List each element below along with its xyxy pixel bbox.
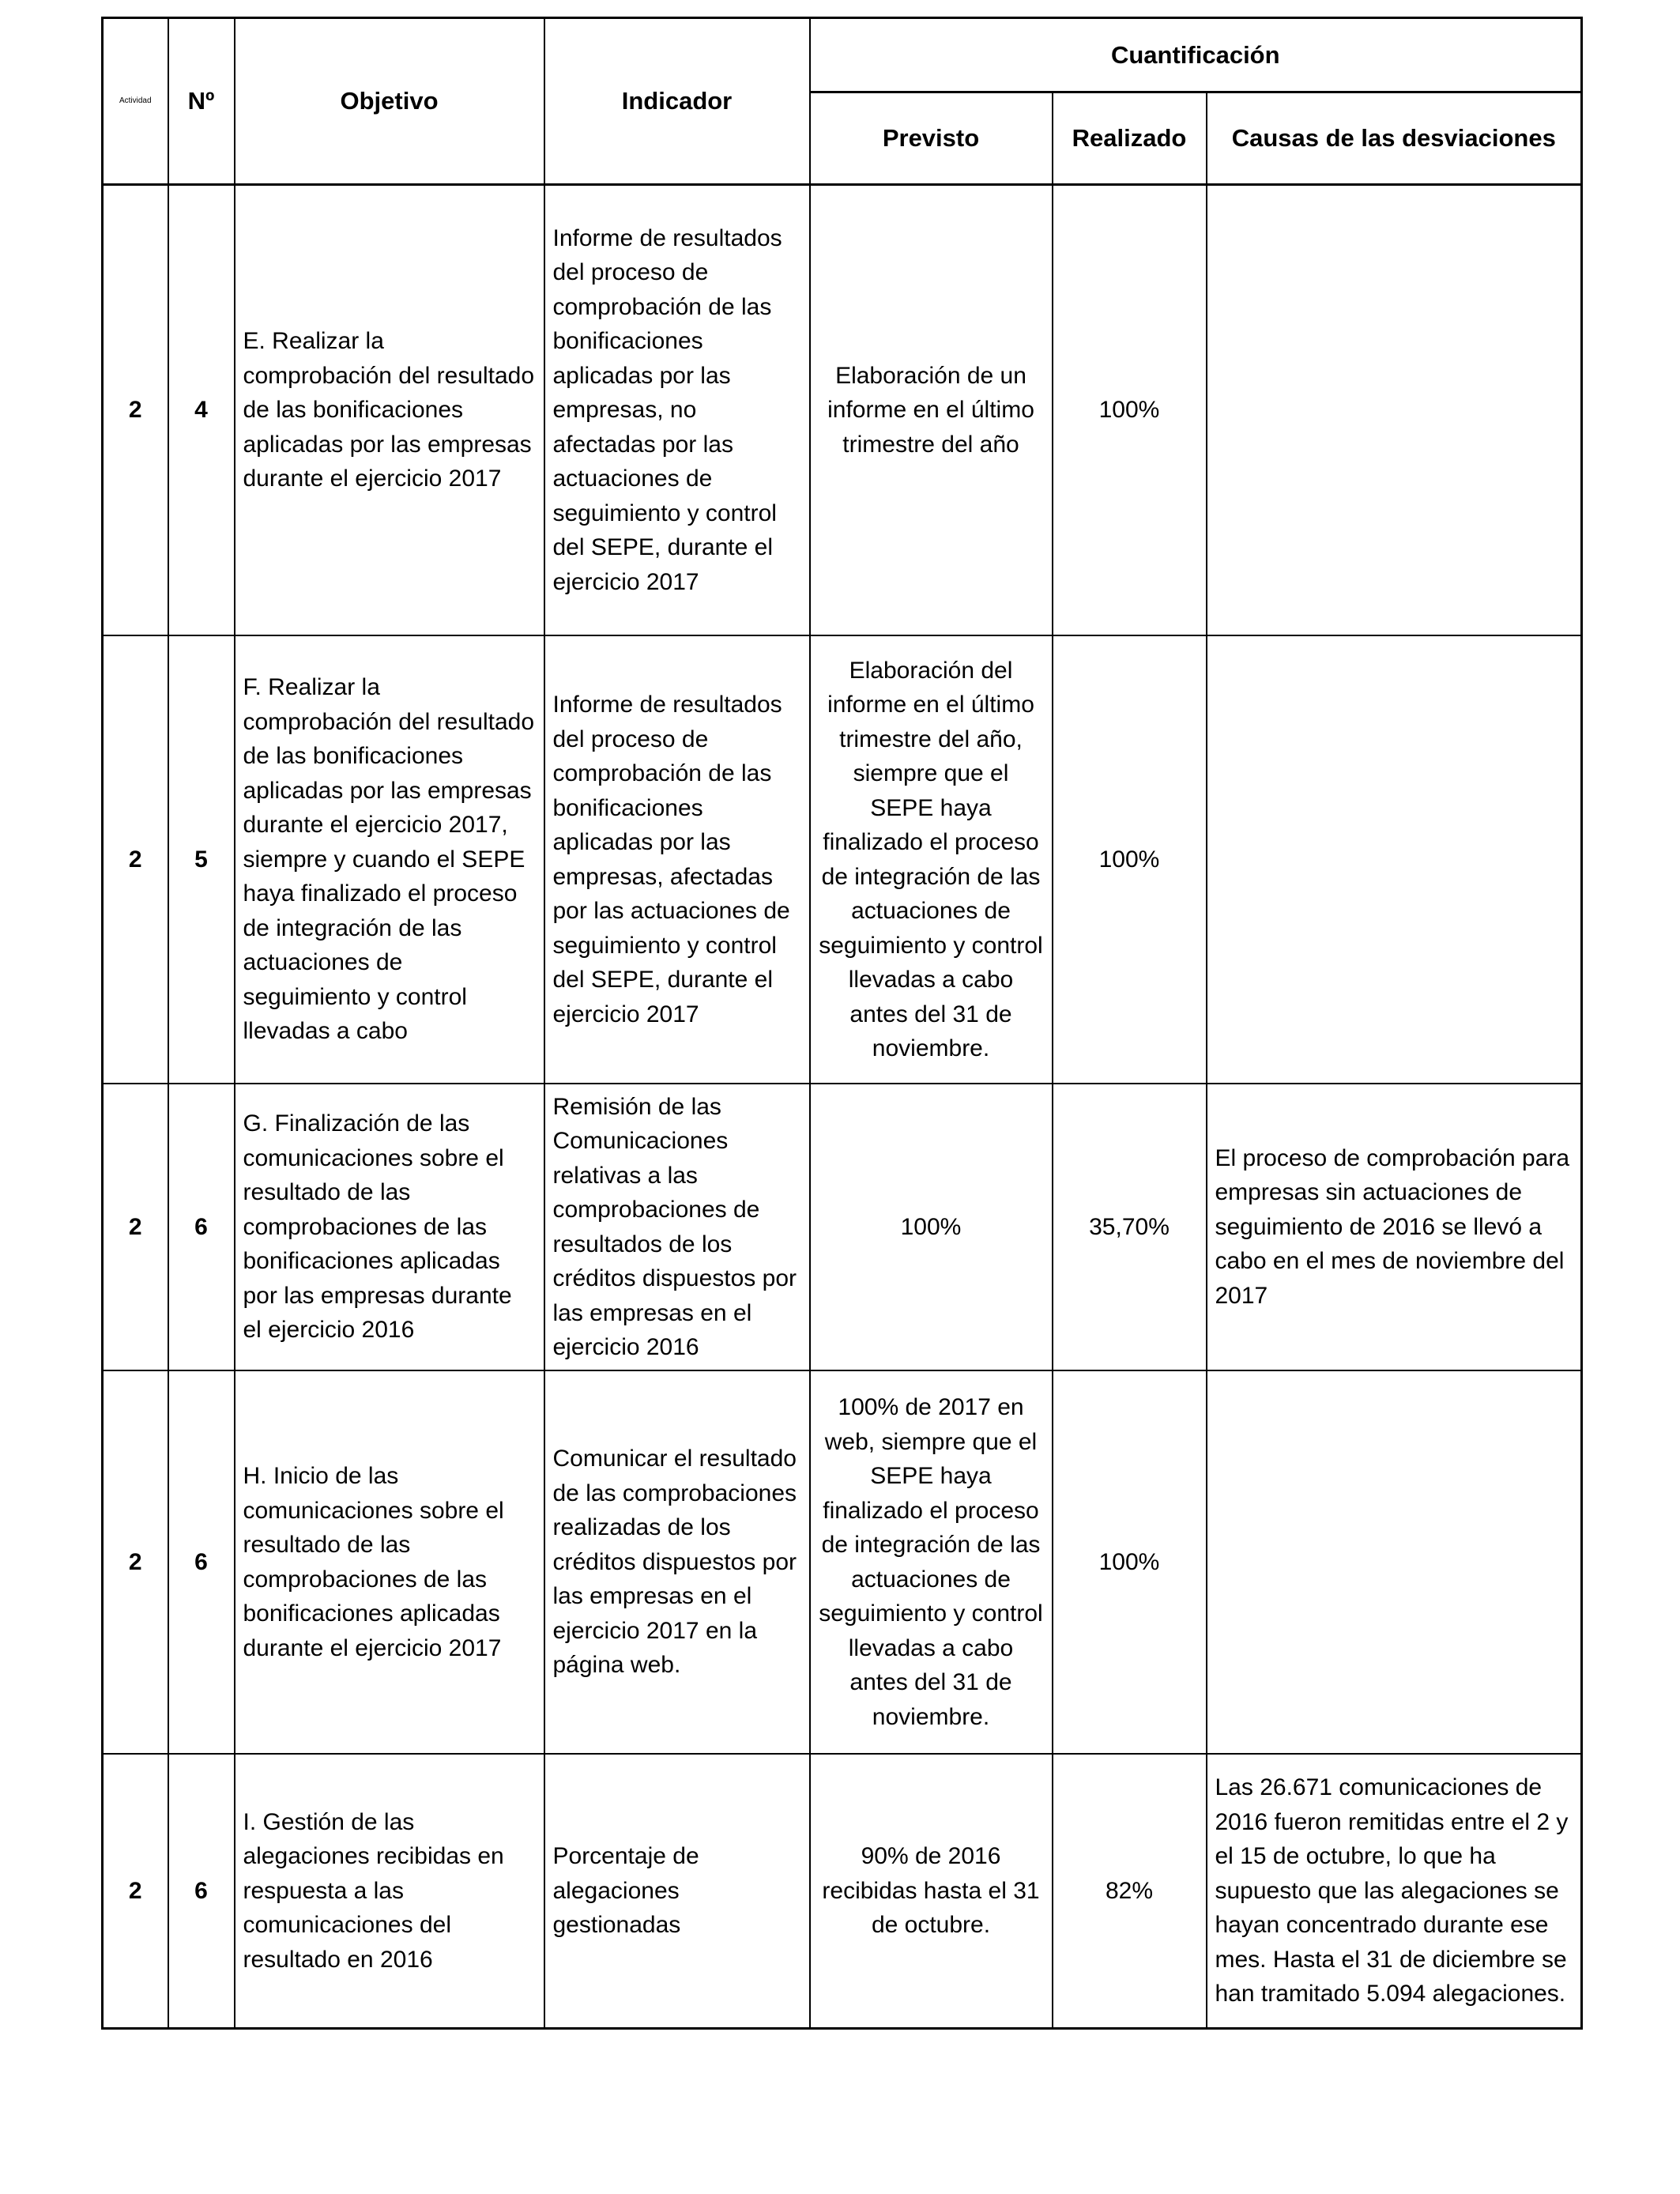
- cell-realizado: 35,70%: [1053, 1084, 1207, 1370]
- cell-objetivo: G. Finalización de las comunicaciones sobre el resultado de las comprobaciones de las bonificaciones aplicadas por las empresas durante el ejercicio 2016: [235, 1084, 544, 1370]
- cell-previsto: 100%: [810, 1084, 1053, 1370]
- cell-objetivo: H. Inicio de las comunicaciones sobre el resultado de las comprobaciones de las bonificaciones aplicadas durante el ejercicio 2017: [235, 1370, 544, 1754]
- cell-numero: 5: [168, 635, 235, 1084]
- cell-realizado: 82%: [1053, 1754, 1207, 2029]
- header-cuantificacion: Cuantificación: [810, 18, 1582, 92]
- header-realizado: Realizado: [1053, 92, 1207, 185]
- cell-numero: 6: [168, 1370, 235, 1754]
- cell-numero: 4: [168, 185, 235, 636]
- header-indicador: Indicador: [544, 18, 810, 185]
- cell-realizado: 100%: [1053, 635, 1207, 1084]
- header-numero: Nº: [168, 18, 235, 185]
- cell-objetivo: F. Realizar la comprobación del resultado de las bonificaciones aplicadas por las empresas durante el ejercicio 2017, siempre y cuando el SEPE haya finalizado el proceso de integración de las actuaciones de seguimiento y control llevadas a cabo: [235, 635, 544, 1084]
- cell-actividad: 2: [103, 1084, 168, 1370]
- header-causas: Causas de las desviaciones: [1207, 92, 1582, 185]
- cell-previsto: 100% de 2017 en web, siempre que el SEPE haya finalizado el proceso de integración de las actuaciones de seguimiento y control llevadas a cabo antes del 31 de noviembre.: [810, 1370, 1053, 1754]
- cell-causas: [1207, 1370, 1582, 1754]
- cell-previsto: Elaboración de un informe en el último trimestre del año: [810, 185, 1053, 636]
- cell-indicador: Informe de resultados del proceso de comprobación de las bonificaciones aplicadas por las empresas, no afectadas por las actuaciones de seguimiento y control del SEPE, durante el ejercicio 2017: [544, 185, 810, 636]
- cell-objetivo: E. Realizar la comprobación del resultado de las bonificaciones aplicadas por las empresas durante el ejercicio 2017: [235, 185, 544, 636]
- cell-causas: [1207, 635, 1582, 1084]
- table-row: [103, 1370, 1582, 1754]
- cell-indicador: Comunicar el resultado de las comprobaciones realizadas de los créditos dispuestos por las empresas en el ejercicio 2017 en la página web.: [544, 1370, 810, 1754]
- cell-realizado: 100%: [1053, 185, 1207, 636]
- objectives-table: [101, 17, 1583, 2030]
- header-previsto: Previsto: [810, 92, 1053, 185]
- header-actividad: Actividad: [103, 18, 168, 185]
- cell-causas: El proceso de comprobación para empresas sin actuaciones de seguimiento de 2016 se llevó a cabo en el mes de noviembre del 2017: [1207, 1084, 1582, 1370]
- cell-indicador: Informe de resultados del proceso de comprobación de las bonificaciones aplicadas por las empresas, afectadas por las actuaciones de seguimiento y control del SEPE, durante el ejercicio 2017: [544, 635, 810, 1084]
- table-row: [103, 635, 1582, 1084]
- cell-actividad: 2: [103, 1754, 168, 2029]
- cell-indicador: Remisión de las Comunicaciones relativas a las comprobaciones de resultados de los créditos dispuestos por las empresas en el ejercicio 2016: [544, 1084, 810, 1370]
- cell-indicador: Porcentaje de alegaciones gestionadas: [544, 1754, 810, 2029]
- table-row: [103, 185, 1582, 636]
- cell-previsto: 90% de 2016 recibidas hasta el 31 de octubre.: [810, 1754, 1053, 2029]
- cell-realizado: 100%: [1053, 1370, 1207, 1754]
- header-objetivo: Objetivo: [235, 18, 544, 185]
- cell-numero: 6: [168, 1754, 235, 2029]
- cell-actividad: 2: [103, 1370, 168, 1754]
- table-row: [103, 1084, 1582, 1370]
- cell-actividad: 2: [103, 185, 168, 636]
- cell-numero: 6: [168, 1084, 235, 1370]
- cell-previsto: Elaboración del informe en el último trimestre del año, siempre que el SEPE haya finalizado el proceso de integración de las actuaciones de seguimiento y control llevadas a cabo antes del 31 de noviembre.: [810, 635, 1053, 1084]
- cell-causas: [1207, 185, 1582, 636]
- table-row: [103, 1754, 1582, 2029]
- cell-objetivo: I. Gestión de las alegaciones recibidas en respuesta a las comunicaciones del resultado en 2016: [235, 1754, 544, 2029]
- cell-causas: Las 26.671 comunicaciones de 2016 fueron remitidas entre el 2 y el 15 de octubre, lo que ha supuesto que las alegaciones se hayan concentrado durante ese mes. Hasta el 31 de diciembre se han tramitado 5.094 alegaciones.: [1207, 1754, 1582, 2029]
- cell-actividad: 2: [103, 635, 168, 1084]
